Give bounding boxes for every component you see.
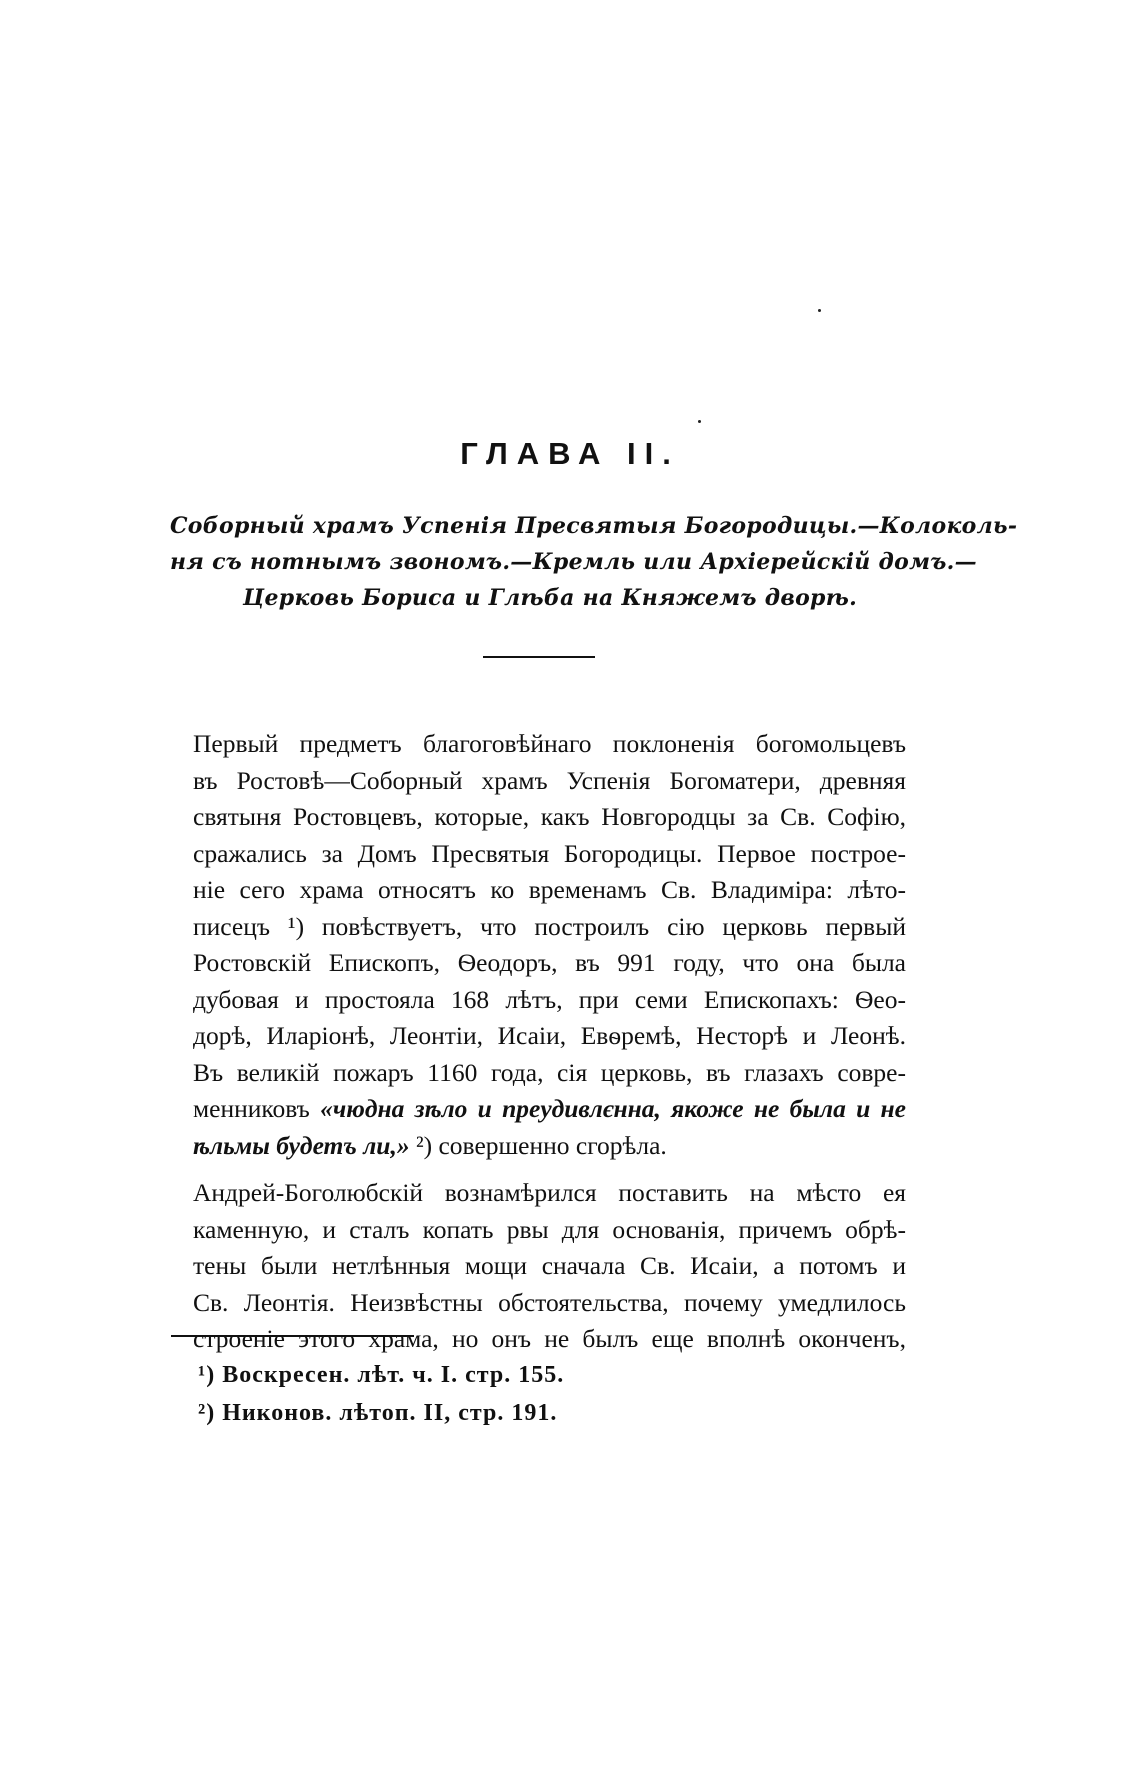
text-line: Ростовскій Епископъ, Ѳеодоръ, въ 991 году, что она была [193, 948, 906, 977]
text-line: дорѣ, Иларіонѣ, Леонтіи, Исаіи, Евѳремѣ, Несторѣ и Леонѣ. [193, 1021, 906, 1050]
text-line: дубовая и простояла 168 лѣтъ, при семи Епископахъ: Ѳео- [193, 984, 906, 1014]
paragraph-gap [193, 1164, 906, 1175]
text-span: менниковъ [193, 1094, 321, 1123]
chronicle-quote-end: ѣльмы будетъ ли,» [193, 1130, 410, 1160]
print-speck [698, 420, 701, 423]
chapter-synopsis [170, 508, 1018, 616]
text-line: въ Ростовѣ—Соборный храмъ Успенія Богоматери, древняя [193, 765, 906, 795]
synopsis-line: Церковь Бориса и Глѣба на Княжемъ дворѣ. [242, 585, 858, 611]
text-line: ніе сего храма относятъ ко временамъ Св. Владиміра: лѣто- [193, 875, 906, 904]
text-line: каменную, и сталъ копать рвы для основанія, причемъ обрѣ- [193, 1214, 906, 1244]
footnote-divider [171, 1335, 414, 1337]
text-line: строеніе этого храма, но онъ не былъ еще вполнѣ оконченъ, [193, 1324, 906, 1353]
text-line: святыня Ростовцевъ, которые, какъ Новгородцы за Св. Софію, [193, 802, 906, 831]
synopsis-line: Соборный храмъ Успенія Пресвятыя Богородицы.—Колоколь- [170, 513, 1018, 539]
text-line-quote-end [193, 1128, 906, 1165]
body-text [193, 726, 906, 1358]
chapter-title: ГЛАВА II. [460, 436, 680, 471]
text-line: Андрей-Боголюбскій вознамѣрился поставить на мѣсто ея [193, 1178, 906, 1207]
title-divider [483, 656, 595, 658]
print-speck [818, 309, 821, 312]
chronicle-quote: «чюдна зѣло и преудивлєнна, якоже не была и не [320, 1094, 906, 1123]
text-line: Въ великій пожаръ 1160 года, сія церковь, въ глазахъ совре- [193, 1057, 906, 1087]
text-line: тены были нетлѣнныя мощи сначала Св. Исаіи, а потомъ и [193, 1251, 906, 1280]
text-span: ²) совершенно сгорѣла. [409, 1130, 667, 1160]
text-line-quote [193, 1091, 906, 1128]
footnotes [198, 1356, 798, 1432]
footnote-2: ²) Никонов. лѣтоп. II, стр. 191. [198, 1400, 558, 1426]
text-line: сражались за Домъ Пресвятыя Богородицы. Первое построе- [193, 838, 906, 868]
text-line: Св. Леонтія. Неизвѣстны обстоятельства, почему умедлилось [193, 1287, 906, 1317]
text-line: писецъ ¹) повѣствуетъ, что построилъ сію церковь первый [193, 911, 906, 941]
footnote-1: ¹) Воскресен. лѣт. ч. I. стр. 155. [198, 1362, 565, 1388]
synopsis-line: ня съ нотнымъ звономъ.—Кремль или Архіерейскій домъ.— [170, 549, 977, 575]
text-line: Первый предметъ благоговѣйнаго поклоненія богомольцевъ [193, 729, 906, 758]
